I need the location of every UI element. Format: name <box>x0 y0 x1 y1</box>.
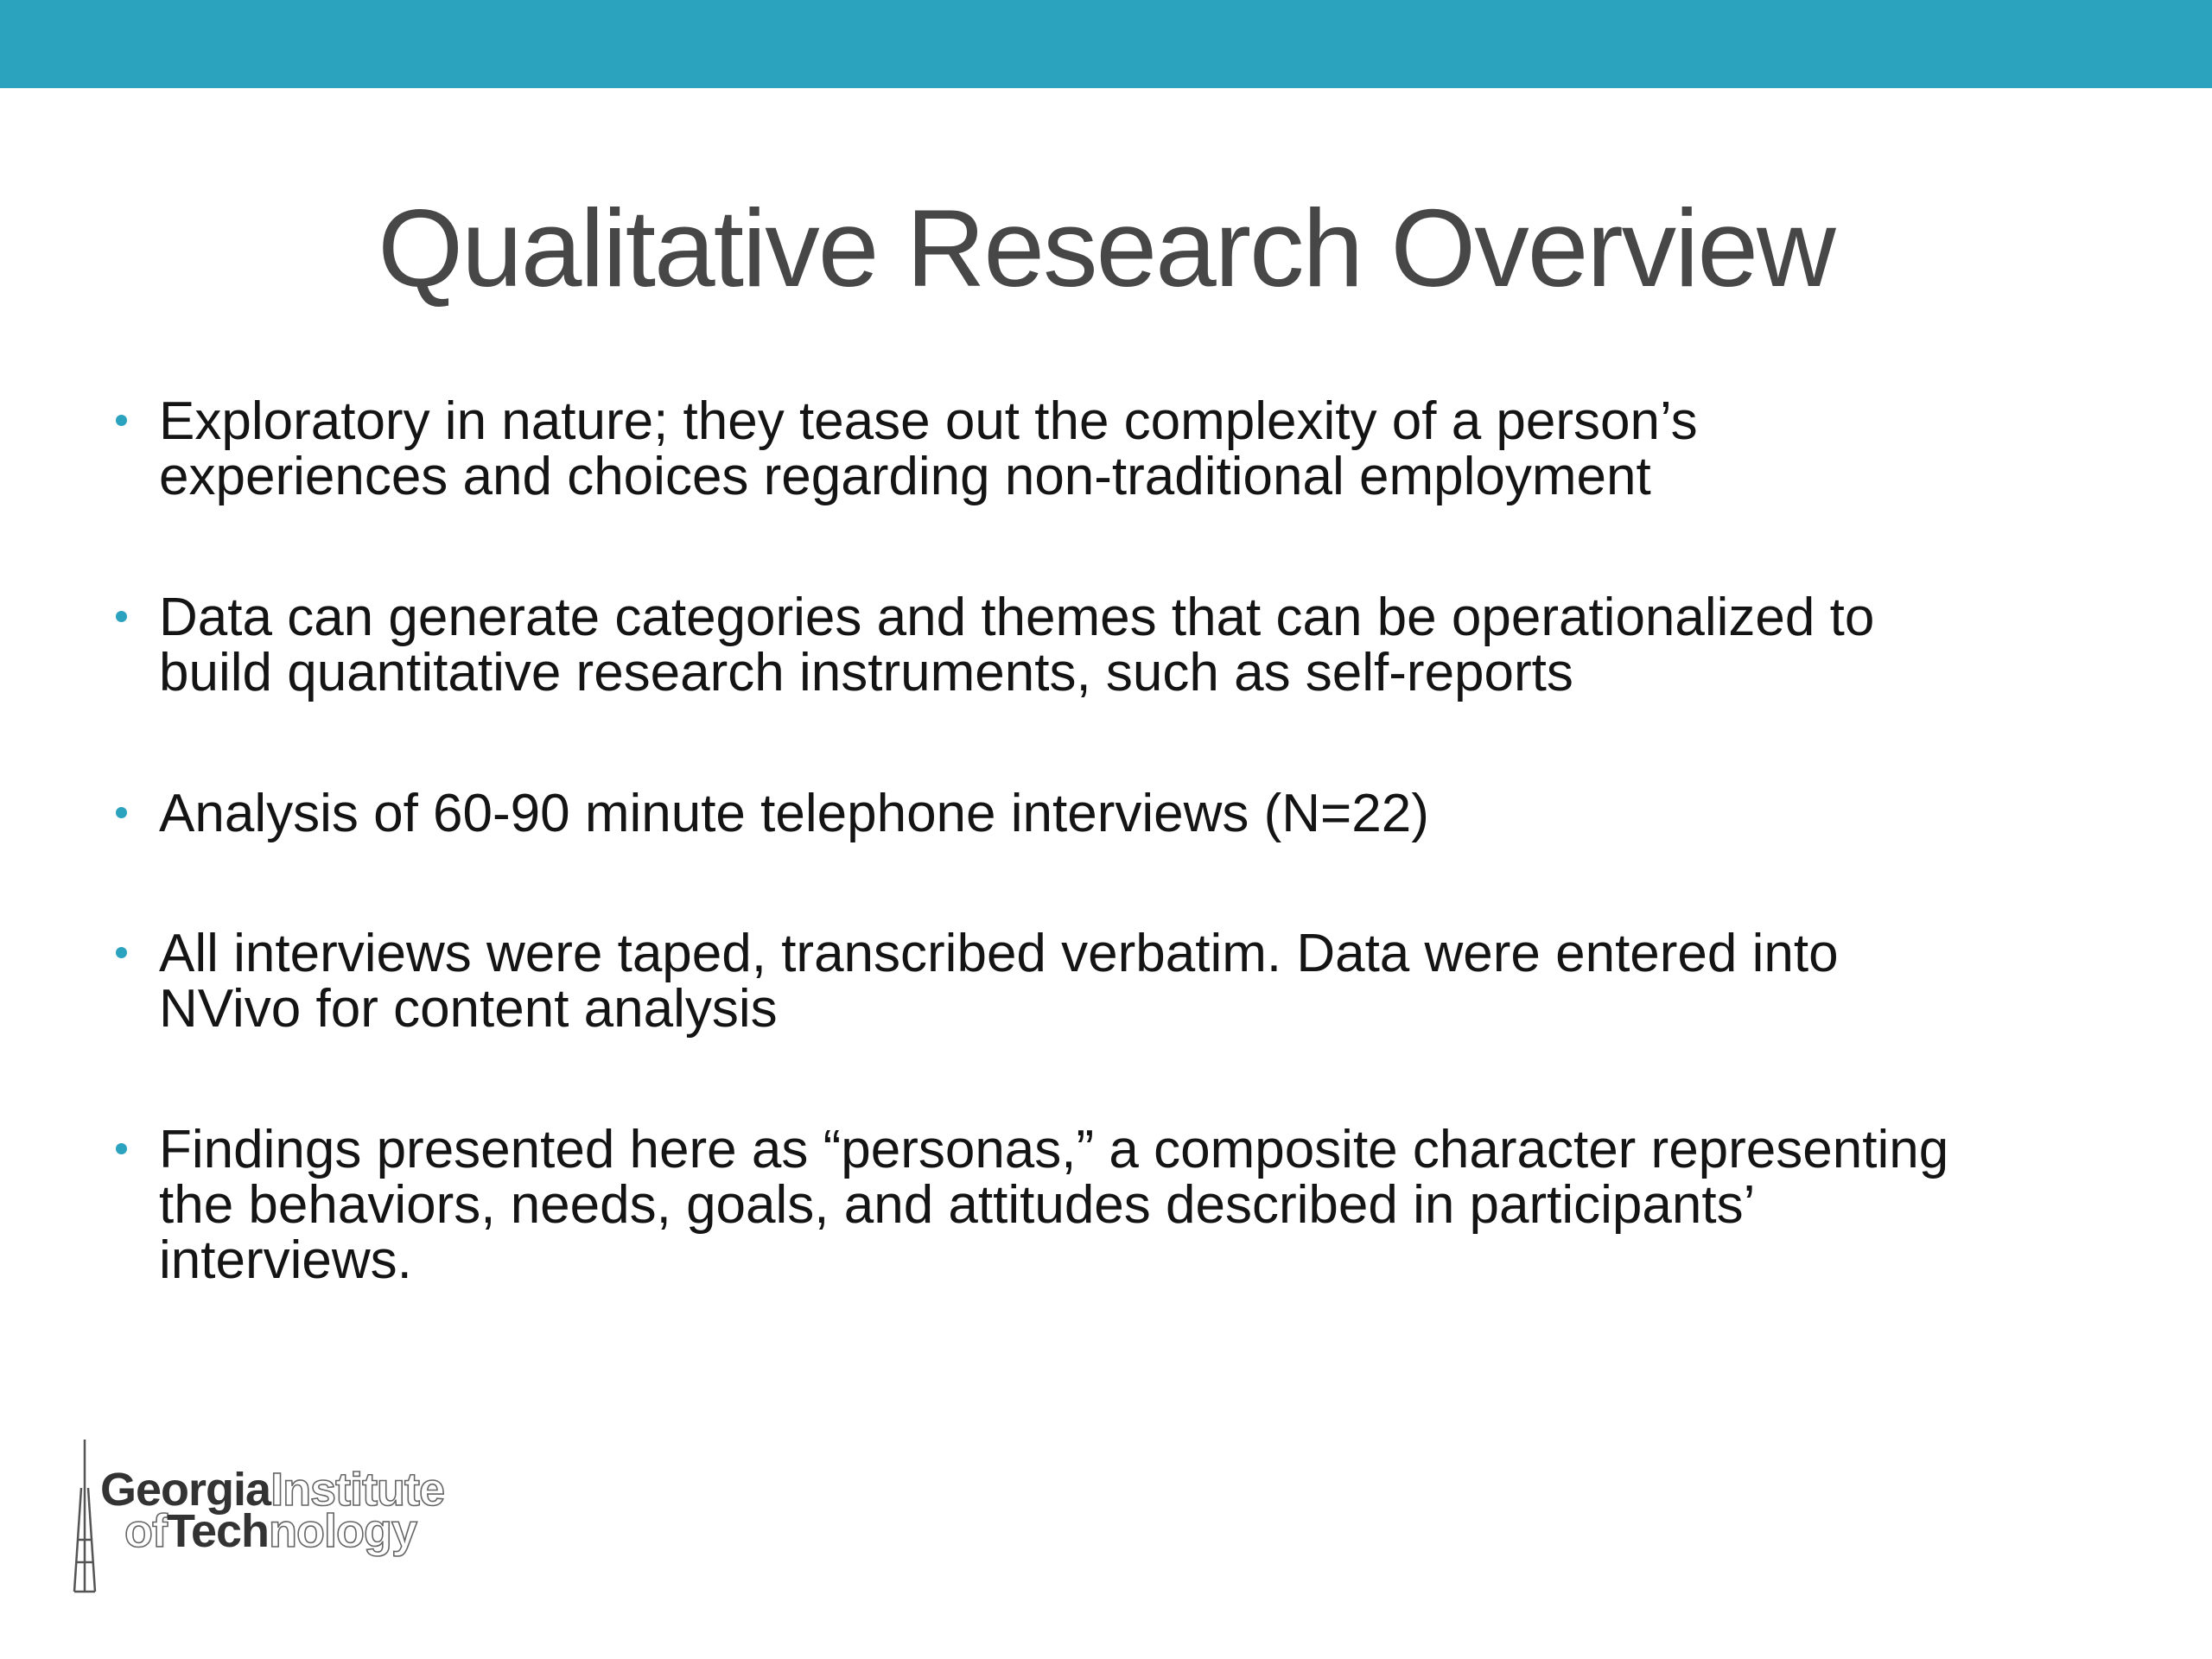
bullet-item <box>159 1122 2146 1288</box>
bullet-line: All interviews were taped, transcribed verbatim. Data were entered into <box>159 924 1839 983</box>
tower-icon <box>74 1440 95 1592</box>
bullet-line: Analysis of 60-90 minute telephone interviews (N=22) <box>159 784 1429 843</box>
bullet-line: Data can generate categories and themes that can be operationalized to <box>159 588 1875 647</box>
bullet-line: build quantitative research instruments, such as self-reports <box>159 643 1573 702</box>
bullet-dot-icon <box>116 611 127 622</box>
bullet-line: NVivo for content analysis <box>159 979 778 1039</box>
logo-text-of: of <box>124 1505 167 1557</box>
svg-text:ofTechnology <box>124 1505 417 1557</box>
bullet-item <box>159 786 2146 842</box>
bullet-dot-icon <box>116 807 127 818</box>
bullet-item <box>159 391 2146 506</box>
bullet-line: Findings presented here as “personas,” a composite character representing <box>159 1120 1949 1179</box>
bullet-dot-icon <box>116 1143 127 1154</box>
logo-text-nology: nology <box>269 1505 416 1557</box>
bullet-dot-icon <box>116 947 127 958</box>
logo-text-institute: Institute <box>270 1464 445 1516</box>
bullet-line: the behaviors, needs, goals, and attitudes described in participants’ <box>159 1175 1756 1235</box>
logo-text-georgia: Georgia <box>100 1464 271 1516</box>
bullet-dot-icon <box>116 415 127 426</box>
slide-title: Qualitative Research Overview <box>378 187 1834 309</box>
bullet-item <box>159 590 2146 701</box>
bullet-item <box>159 926 2146 1037</box>
bullet-line: Exploratory in nature; they tease out the complexity of a person’s <box>159 391 1698 451</box>
bullet-line: experiences and choices regarding non-traditional employment <box>159 447 1651 506</box>
bullet-line: interviews. <box>159 1230 412 1290</box>
logo-text-tech: Tech <box>166 1505 269 1557</box>
georgia-tech-logo <box>69 1436 553 1599</box>
